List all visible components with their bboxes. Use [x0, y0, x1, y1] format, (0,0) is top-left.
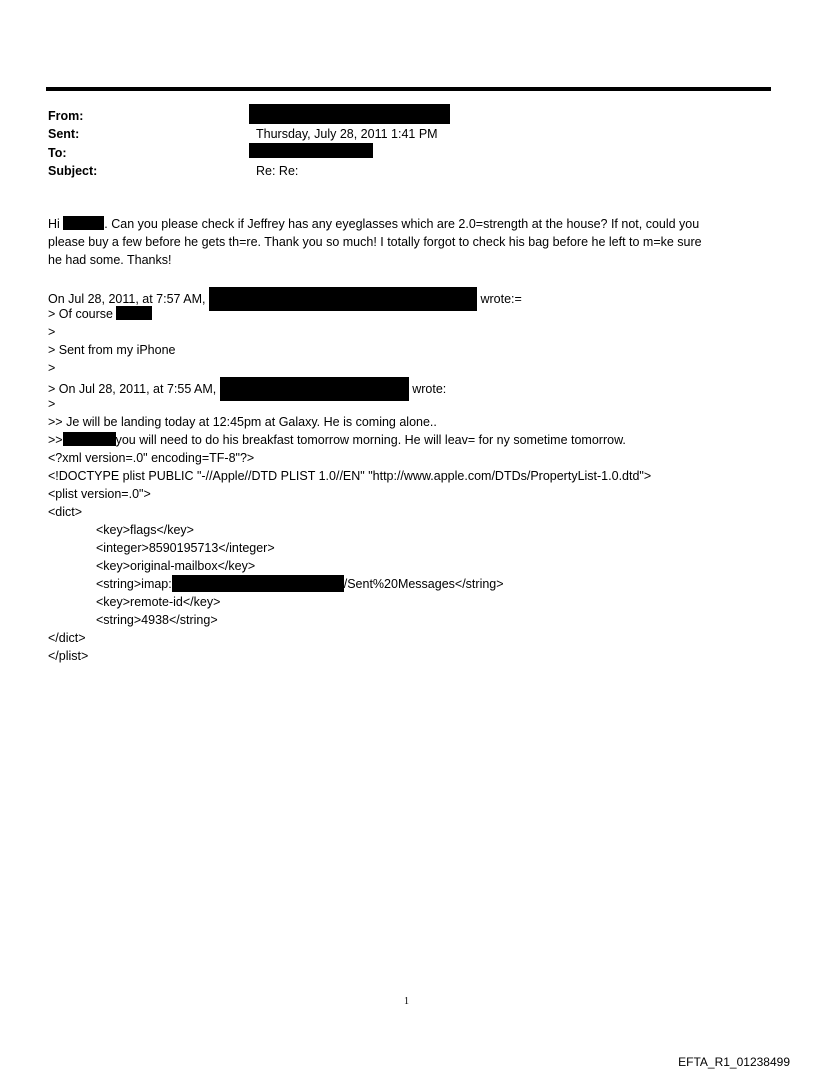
sent-value: Thursday, July 28, 2011 1:41 PM — [256, 127, 438, 141]
subject-value: Re: Re: — [256, 164, 299, 178]
xml-dict-close: </dict> — [48, 631, 86, 645]
body-text-1: . Can you please check if Jeffrey has any eyeglasses which are 2.0=strength at the house? If not, could you — [104, 217, 700, 231]
imap-redaction — [172, 575, 344, 592]
body-line-1 — [48, 215, 699, 233]
from-redaction — [249, 104, 450, 124]
xml-dict-open: <dict> — [48, 505, 83, 519]
xml-key-flags: <key>flags</key> — [96, 523, 194, 537]
quote-date-1: On Jul 28, 2011, at 7:57 AM, — [48, 292, 209, 306]
breakfast-text: you will need to do his breakfast tomorrow morning. He will leav= for ny sometime tomorrow. — [115, 433, 626, 447]
quote-wrote-2: wrote: — [408, 382, 447, 396]
sender-redaction-2 — [220, 377, 409, 401]
xml-integer: <integer>8590195713</integer> — [96, 541, 275, 555]
quote-gt-1: > — [48, 325, 56, 339]
bates-number: EFTA_R1_01238499 — [678, 1055, 790, 1069]
of-course-line — [48, 305, 152, 323]
greeting: Hi — [48, 217, 64, 231]
name-redaction-3 — [63, 432, 116, 446]
sent-from-iphone: > Sent from my iPhone — [48, 343, 176, 357]
sent-label: Sent: — [48, 127, 80, 141]
xml-key-remote-id: <key>remote-id</key> — [96, 595, 221, 609]
xml-declaration: <?xml version=.0" encoding=TF-8"?> — [48, 451, 255, 465]
header-rule — [46, 87, 771, 91]
breakfast-prefix: >> — [48, 433, 63, 447]
name-redaction-2 — [116, 306, 152, 320]
xml-plist-close: </plist> — [48, 649, 89, 663]
to-redaction — [249, 143, 373, 158]
of-course-text: > Of course — [48, 307, 117, 321]
xml-imap-prefix: <string>imap: — [96, 577, 172, 591]
xml-plist-open: <plist version=.0"> — [48, 487, 151, 501]
breakfast-line — [48, 431, 626, 449]
subject-label: Subject: — [48, 164, 98, 178]
quote-date-2: > On Jul 28, 2011, at 7:55 AM, — [48, 382, 220, 396]
name-redaction — [63, 216, 104, 230]
body-line-2: please buy a few before he gets th=re. Thank you so much! I totally forgot to check his bag before he left to m=ke sure — [48, 235, 702, 249]
quote-wrote-1: wrote:= — [476, 292, 522, 306]
xml-string-remote: <string>4938</string> — [96, 613, 218, 627]
landing-line: >> Je will be landing today at 12:45pm at Galaxy. He is coming alone.. — [48, 415, 437, 429]
from-label: From: — [48, 109, 84, 123]
xml-doctype: <!DOCTYPE plist PUBLIC "-//Apple//DTD PLIST 1.0//EN" "http://www.apple.com/DTDs/PropertyList-1.0.dtd"> — [48, 469, 652, 483]
sender-redaction-1 — [209, 287, 477, 311]
page-number: 1 — [404, 996, 409, 1007]
quote-gt-3: > — [48, 397, 56, 411]
xml-string-imap — [96, 575, 504, 593]
xml-imap-suffix: /Sent%20Messages</string> — [343, 577, 504, 591]
to-label: To: — [48, 146, 67, 160]
xml-key-mailbox: <key>original-mailbox</key> — [96, 559, 256, 573]
quote-header-2 — [48, 377, 446, 401]
quote-gt-2: > — [48, 361, 56, 375]
body-line-3: he had some. Thanks! — [48, 253, 172, 267]
